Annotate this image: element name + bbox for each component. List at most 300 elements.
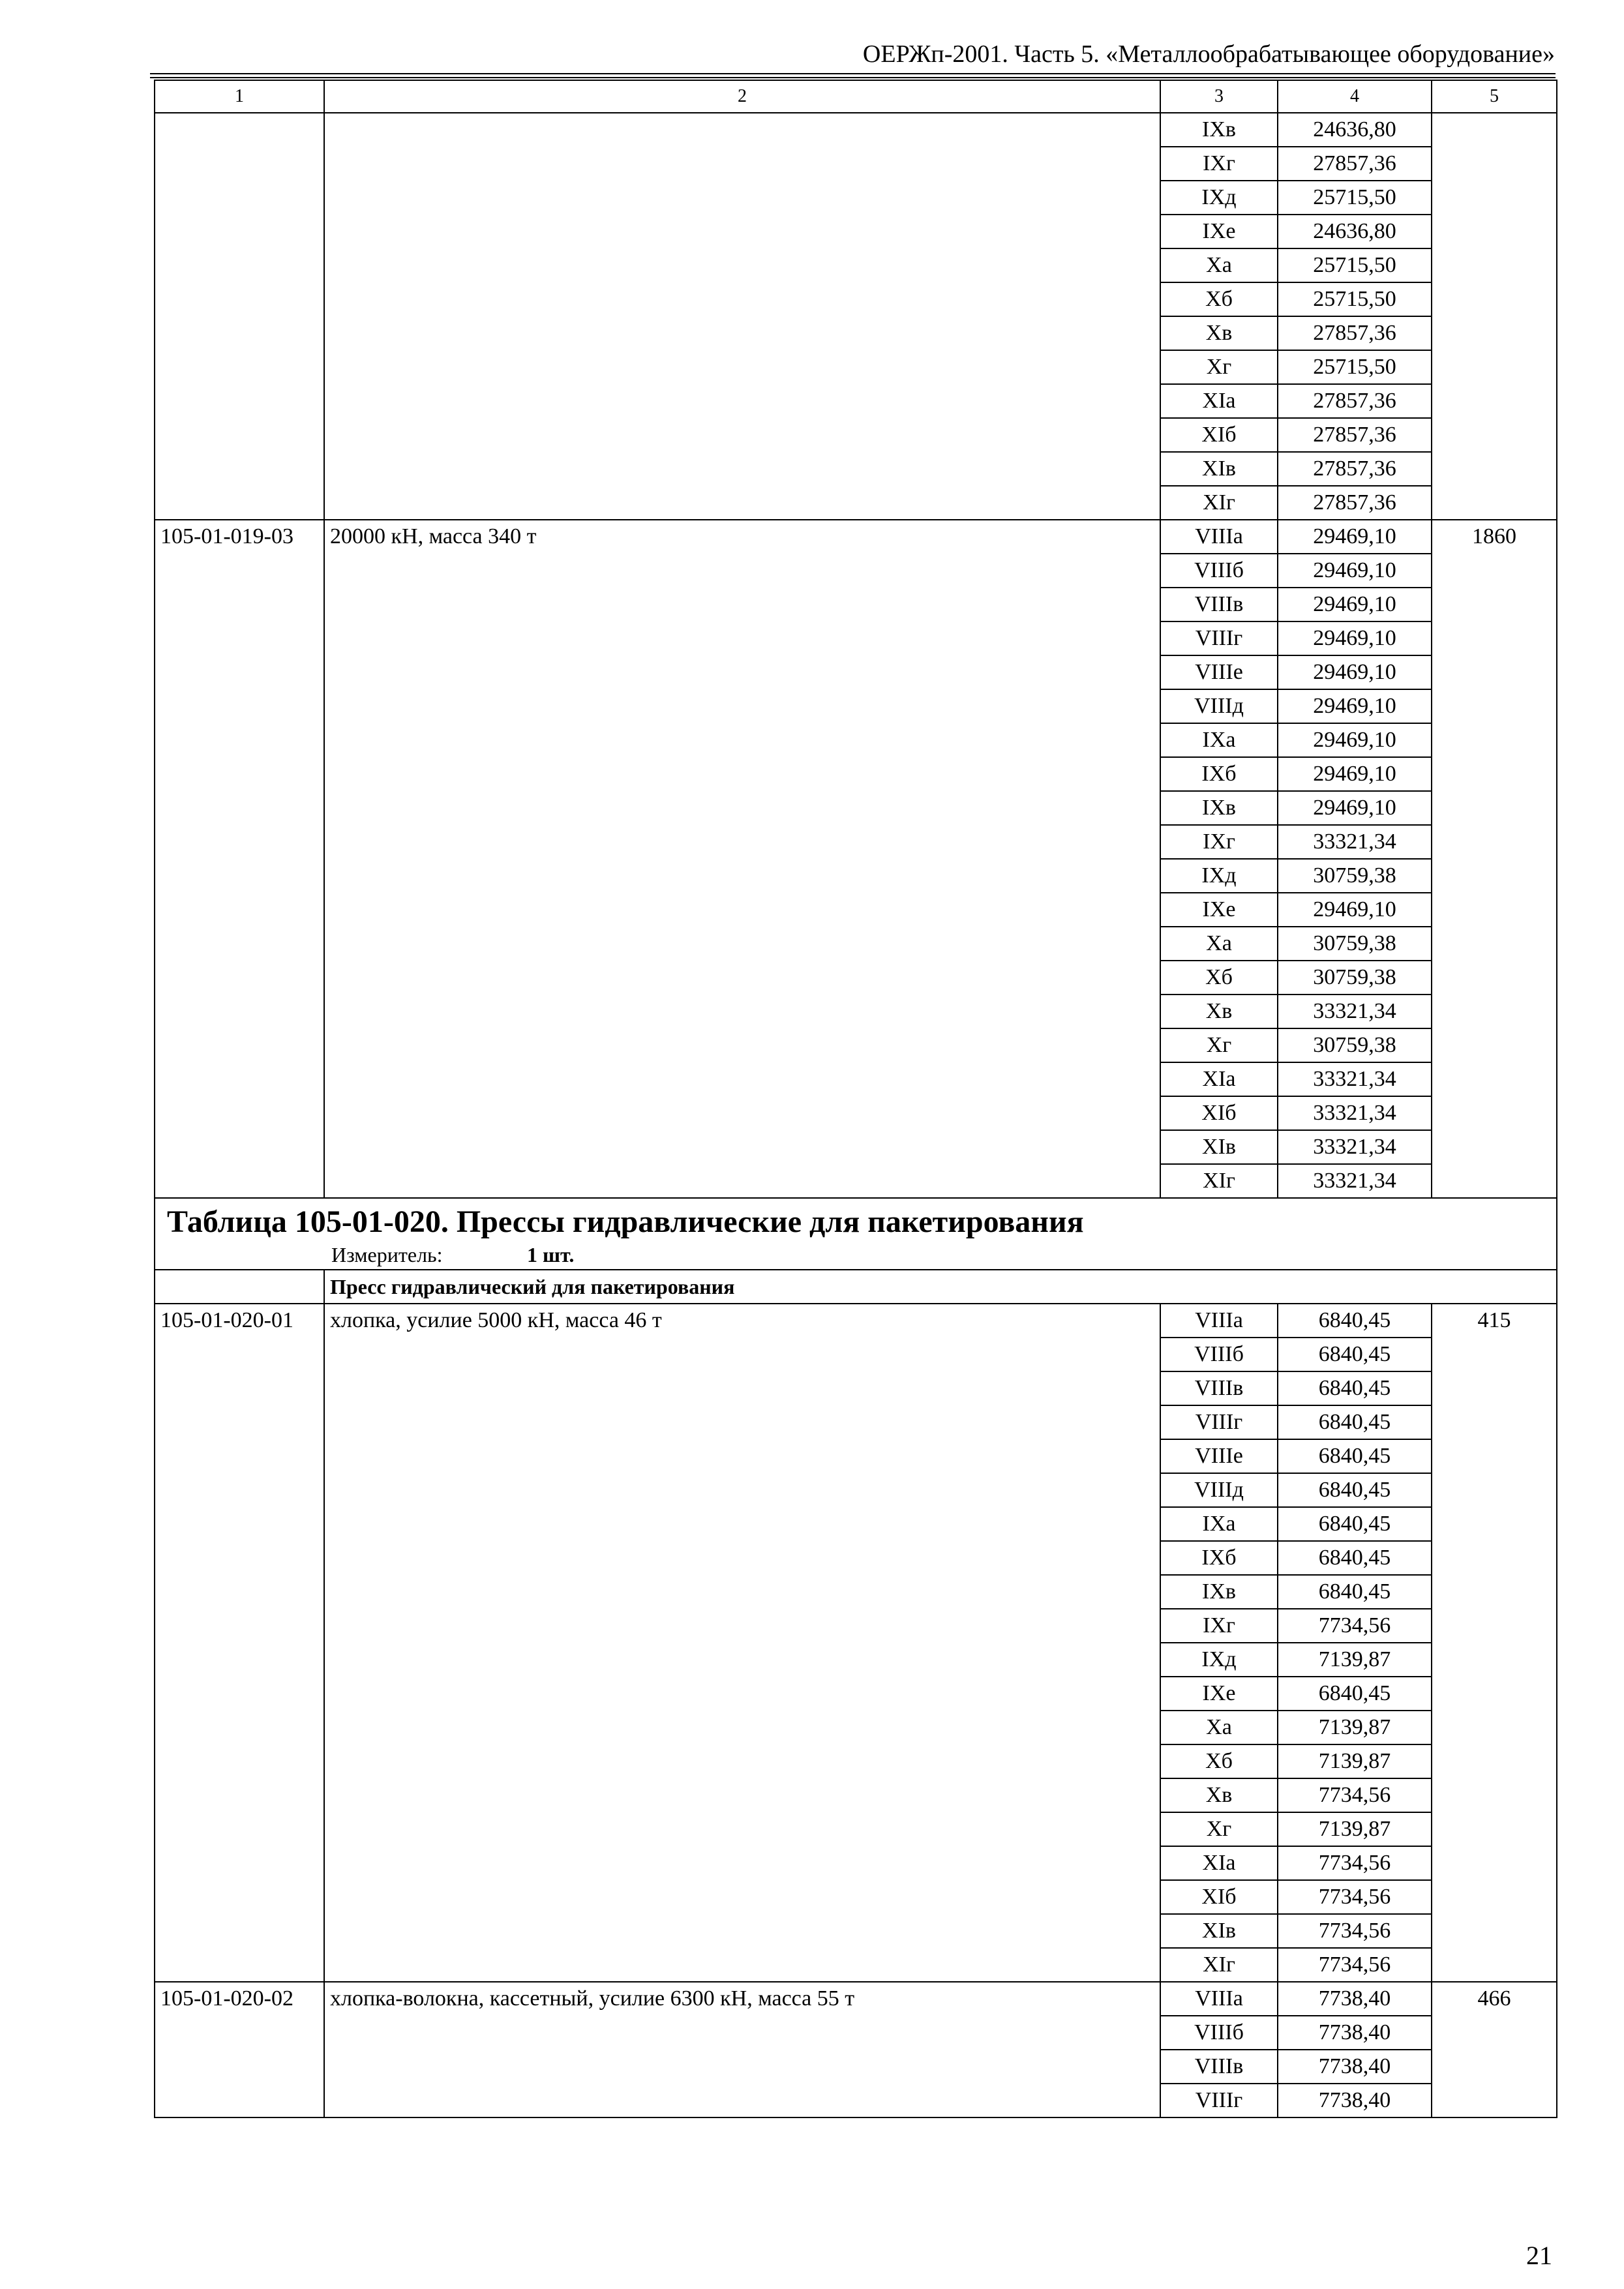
table-row xyxy=(155,113,1557,147)
zone-cell: Xа xyxy=(1160,927,1278,961)
col5-cell xyxy=(1432,452,1557,486)
col5-cell xyxy=(1432,215,1557,248)
group-title: Пресс гидравлический для пакетирования xyxy=(324,1270,1557,1304)
table-row xyxy=(155,689,1557,723)
price-cell: 6840,45 xyxy=(1278,1338,1432,1371)
zone-cell: IXв xyxy=(1160,791,1278,825)
item-code-cell xyxy=(155,147,324,181)
table-row xyxy=(155,248,1557,282)
item-code-cell xyxy=(155,893,324,927)
col5-cell xyxy=(1432,1371,1557,1405)
item-description-cell xyxy=(324,181,1160,215)
price-cell: 6840,45 xyxy=(1278,1507,1432,1541)
zone-cell: VIIIе xyxy=(1160,655,1278,689)
item-description-cell xyxy=(324,1338,1160,1371)
item-description-cell xyxy=(324,588,1160,621)
zone-cell: IXе xyxy=(1160,893,1278,927)
item-description-cell xyxy=(324,316,1160,350)
table-row xyxy=(155,181,1557,215)
table-row xyxy=(155,452,1557,486)
zone-cell: XIг xyxy=(1160,1164,1278,1198)
item-description-cell xyxy=(324,655,1160,689)
item-description-cell xyxy=(324,757,1160,791)
item-description-cell xyxy=(324,1130,1160,1164)
price-cell: 27857,36 xyxy=(1278,418,1432,452)
item-description-cell xyxy=(324,418,1160,452)
zone-cell: VIIIв xyxy=(1160,2050,1278,2084)
zone-cell: IXв xyxy=(1160,1575,1278,1609)
item-code-cell xyxy=(155,1812,324,1846)
zone-cell: IXб xyxy=(1160,1541,1278,1575)
item-description-cell xyxy=(324,1507,1160,1541)
price-cell: 29469,10 xyxy=(1278,621,1432,655)
item-description-cell xyxy=(324,1948,1160,1982)
zone-cell: VIIIд xyxy=(1160,1473,1278,1507)
col5-cell xyxy=(1432,486,1557,520)
col5-cell xyxy=(1432,1846,1557,1880)
item-description-cell xyxy=(324,215,1160,248)
item-code-cell xyxy=(155,1643,324,1677)
header-rule-double xyxy=(150,77,1556,78)
col5-cell xyxy=(1432,418,1557,452)
item-code-cell xyxy=(155,1164,324,1198)
table-row xyxy=(155,995,1557,1028)
table-row xyxy=(155,1338,1557,1371)
zone-cell: XIа xyxy=(1160,384,1278,418)
item-code-cell xyxy=(155,961,324,995)
item-code-cell xyxy=(155,1778,324,1812)
item-description-cell xyxy=(324,384,1160,418)
item-description-cell xyxy=(324,147,1160,181)
item-code-cell xyxy=(155,2084,324,2117)
col5-cell xyxy=(1432,181,1557,215)
item-code-cell xyxy=(155,248,324,282)
column-number: 1 xyxy=(155,80,324,113)
table-row xyxy=(155,757,1557,791)
zone-cell: IXе xyxy=(1160,1677,1278,1711)
item-description-cell xyxy=(324,995,1160,1028)
zone-cell: Xа xyxy=(1160,1711,1278,1744)
price-cell: 7738,40 xyxy=(1278,2084,1432,2117)
price-cell: 25715,50 xyxy=(1278,181,1432,215)
col5-cell xyxy=(1432,1880,1557,1914)
price-cell: 29469,10 xyxy=(1278,520,1432,554)
price-cell: 25715,50 xyxy=(1278,248,1432,282)
table-row xyxy=(155,1028,1557,1062)
price-cell: 27857,36 xyxy=(1278,147,1432,181)
item-description-cell xyxy=(324,1914,1160,1948)
table-row xyxy=(155,1846,1557,1880)
item-description-cell xyxy=(324,350,1160,384)
col5-cell xyxy=(1432,1473,1557,1507)
zone-cell: XIб xyxy=(1160,418,1278,452)
item-code-cell xyxy=(155,1711,324,1744)
col5-cell xyxy=(1432,791,1557,825)
item-description-cell xyxy=(324,1609,1160,1643)
price-cell: 7738,40 xyxy=(1278,1982,1432,2016)
item-code-cell xyxy=(155,486,324,520)
item-code-cell xyxy=(155,384,324,418)
zone-cell: VIIIб xyxy=(1160,2016,1278,2050)
price-cell: 30759,38 xyxy=(1278,859,1432,893)
table-row xyxy=(155,927,1557,961)
item-description-cell xyxy=(324,893,1160,927)
zone-cell: Xг xyxy=(1160,1812,1278,1846)
item-description-cell xyxy=(324,2016,1160,2050)
item-code-cell xyxy=(155,1439,324,1473)
price-cell: 7738,40 xyxy=(1278,2050,1432,2084)
zone-cell: Xв xyxy=(1160,316,1278,350)
col5-cell: 1860 xyxy=(1432,520,1557,554)
col5-cell xyxy=(1432,1338,1557,1371)
price-cell: 7734,56 xyxy=(1278,1778,1432,1812)
item-description-cell xyxy=(324,1164,1160,1198)
item-code-cell xyxy=(155,554,324,588)
table-row xyxy=(155,418,1557,452)
price-cell: 6840,45 xyxy=(1278,1541,1432,1575)
col5-cell xyxy=(1432,384,1557,418)
col5-cell xyxy=(1432,350,1557,384)
item-description-cell xyxy=(324,2050,1160,2084)
zone-cell: VIIIг xyxy=(1160,2084,1278,2117)
table-row xyxy=(155,1914,1557,1948)
table-row xyxy=(155,215,1557,248)
price-cell: 7734,56 xyxy=(1278,1609,1432,1643)
table-row xyxy=(155,1711,1557,1744)
price-cell: 33321,34 xyxy=(1278,1062,1432,1096)
table-row xyxy=(155,655,1557,689)
col5-cell xyxy=(1432,1028,1557,1062)
col5-cell xyxy=(1432,282,1557,316)
price-cell: 7139,87 xyxy=(1278,1744,1432,1778)
col5-cell xyxy=(1432,554,1557,588)
item-description-cell xyxy=(324,621,1160,655)
item-code-cell xyxy=(155,1880,324,1914)
table-row xyxy=(155,282,1557,316)
zone-cell: VIIIа xyxy=(1160,1982,1278,2016)
item-code-cell xyxy=(155,1744,324,1778)
table-row xyxy=(155,1541,1557,1575)
col5-cell xyxy=(1432,1062,1557,1096)
price-table xyxy=(154,80,1557,2118)
item-code-cell xyxy=(155,689,324,723)
zone-cell: VIIIд xyxy=(1160,689,1278,723)
zone-cell: XIв xyxy=(1160,1130,1278,1164)
table-row xyxy=(155,350,1557,384)
price-cell: 25715,50 xyxy=(1278,350,1432,384)
price-cell: 33321,34 xyxy=(1278,1130,1432,1164)
price-cell: 29469,10 xyxy=(1278,893,1432,927)
page-header: ОЕРЖп-2001. Часть 5. «Металлообрабатывающее оборудование» xyxy=(862,40,1555,68)
col5-cell xyxy=(1432,1164,1557,1198)
col5-cell xyxy=(1432,1130,1557,1164)
column-number-row xyxy=(155,80,1557,113)
col5-cell xyxy=(1432,1711,1557,1744)
item-code-cell xyxy=(155,588,324,621)
table-row xyxy=(155,1778,1557,1812)
item-code-cell: 105-01-020-01 xyxy=(155,1304,324,1338)
price-cell: 6840,45 xyxy=(1278,1575,1432,1609)
column-number: 5 xyxy=(1432,80,1557,113)
table-row xyxy=(155,1982,1557,2016)
zone-cell: XIв xyxy=(1160,1914,1278,1948)
table-row xyxy=(155,1880,1557,1914)
zone-cell: VIIIв xyxy=(1160,588,1278,621)
col5-cell xyxy=(1432,1405,1557,1439)
price-cell: 29469,10 xyxy=(1278,554,1432,588)
zone-cell: IXг xyxy=(1160,147,1278,181)
col5-cell xyxy=(1432,723,1557,757)
table-row xyxy=(155,1062,1557,1096)
item-code-cell xyxy=(155,452,324,486)
table-heading-row xyxy=(155,1198,1557,1270)
item-description-cell xyxy=(324,1371,1160,1405)
item-code-cell xyxy=(155,1130,324,1164)
item-description-cell xyxy=(324,961,1160,995)
table-row xyxy=(155,554,1557,588)
table-row xyxy=(155,486,1557,520)
item-description-cell xyxy=(324,486,1160,520)
group-title-blank xyxy=(155,1270,324,1304)
price-cell: 6840,45 xyxy=(1278,1473,1432,1507)
table-row xyxy=(155,1405,1557,1439)
col5-cell xyxy=(1432,1677,1557,1711)
price-cell: 29469,10 xyxy=(1278,689,1432,723)
col5-cell xyxy=(1432,113,1557,147)
item-code-cell xyxy=(155,1028,324,1062)
item-code-cell xyxy=(155,791,324,825)
table-row xyxy=(155,588,1557,621)
item-description-cell xyxy=(324,1062,1160,1096)
unit-value: 1 шт. xyxy=(527,1243,575,1266)
zone-cell: Xб xyxy=(1160,961,1278,995)
price-cell: 27857,36 xyxy=(1278,486,1432,520)
item-code-cell xyxy=(155,1846,324,1880)
table-row xyxy=(155,2050,1557,2084)
col5-cell xyxy=(1432,655,1557,689)
item-description-cell xyxy=(324,1541,1160,1575)
price-cell: 24636,80 xyxy=(1278,215,1432,248)
price-cell: 29469,10 xyxy=(1278,791,1432,825)
col5-cell xyxy=(1432,1914,1557,1948)
item-description-cell xyxy=(324,791,1160,825)
price-cell: 7139,87 xyxy=(1278,1711,1432,1744)
item-description-cell xyxy=(324,927,1160,961)
zone-cell: VIIIа xyxy=(1160,520,1278,554)
zone-cell: VIIIб xyxy=(1160,554,1278,588)
price-cell: 33321,34 xyxy=(1278,1096,1432,1130)
table-row xyxy=(155,1575,1557,1609)
item-description-cell xyxy=(324,825,1160,859)
table-row xyxy=(155,1609,1557,1643)
zone-cell: IXд xyxy=(1160,181,1278,215)
item-description-cell xyxy=(324,1575,1160,1609)
item-code-cell xyxy=(155,1062,324,1096)
item-code-cell xyxy=(155,215,324,248)
item-description-cell xyxy=(324,452,1160,486)
item-code-cell xyxy=(155,1677,324,1711)
item-description-cell xyxy=(324,1643,1160,1677)
zone-cell: IXа xyxy=(1160,1507,1278,1541)
col5-cell xyxy=(1432,248,1557,282)
col5-cell xyxy=(1432,927,1557,961)
column-number: 2 xyxy=(324,80,1160,113)
zone-cell: IXб xyxy=(1160,757,1278,791)
item-code-cell xyxy=(155,1914,324,1948)
item-description-cell xyxy=(324,859,1160,893)
table-row xyxy=(155,384,1557,418)
item-code-cell xyxy=(155,350,324,384)
table-row xyxy=(155,1812,1557,1846)
item-description-cell xyxy=(324,2084,1160,2117)
zone-cell: VIIIа xyxy=(1160,1304,1278,1338)
zone-cell: Xб xyxy=(1160,282,1278,316)
zone-cell: Xг xyxy=(1160,1028,1278,1062)
col5-cell xyxy=(1432,147,1557,181)
item-description-cell xyxy=(324,554,1160,588)
item-code-cell xyxy=(155,113,324,147)
price-cell: 29469,10 xyxy=(1278,655,1432,689)
table-row xyxy=(155,316,1557,350)
col5-cell xyxy=(1432,893,1557,927)
zone-cell: VIIIг xyxy=(1160,1405,1278,1439)
price-cell: 6840,45 xyxy=(1278,1304,1432,1338)
price-cell: 33321,34 xyxy=(1278,825,1432,859)
item-code-cell: 105-01-020-02 xyxy=(155,1982,324,2016)
item-code-cell xyxy=(155,1405,324,1439)
zone-cell: XIа xyxy=(1160,1062,1278,1096)
table-row xyxy=(155,1130,1557,1164)
zone-cell: XIб xyxy=(1160,1096,1278,1130)
item-description-cell xyxy=(324,1473,1160,1507)
price-cell: 30759,38 xyxy=(1278,1028,1432,1062)
table-row xyxy=(155,859,1557,893)
zone-cell: VIIIв xyxy=(1160,1371,1278,1405)
col5-cell xyxy=(1432,859,1557,893)
zone-cell: Xг xyxy=(1160,350,1278,384)
table-row xyxy=(155,1439,1557,1473)
zone-cell: VIIIб xyxy=(1160,1338,1278,1371)
table-row xyxy=(155,723,1557,757)
table-row xyxy=(155,893,1557,927)
zone-cell: Xа xyxy=(1160,248,1278,282)
item-code-cell: 105-01-019-03 xyxy=(155,520,324,554)
item-description-cell xyxy=(324,1711,1160,1744)
col5-cell xyxy=(1432,588,1557,621)
price-cell: 33321,34 xyxy=(1278,1164,1432,1198)
zone-cell: Xв xyxy=(1160,1778,1278,1812)
col5-cell: 415 xyxy=(1432,1304,1557,1338)
item-code-cell xyxy=(155,995,324,1028)
price-cell: 6840,45 xyxy=(1278,1405,1432,1439)
item-description-cell xyxy=(324,689,1160,723)
item-code-cell xyxy=(155,282,324,316)
header-rule xyxy=(150,73,1556,74)
group-title-row xyxy=(155,1270,1557,1304)
table-row xyxy=(155,1164,1557,1198)
unit-label: Измеритель: xyxy=(331,1243,443,1266)
price-cell: 7139,87 xyxy=(1278,1812,1432,1846)
table-row xyxy=(155,520,1557,554)
table-row xyxy=(155,1304,1557,1338)
price-cell: 27857,36 xyxy=(1278,452,1432,486)
zone-cell: XIб xyxy=(1160,1880,1278,1914)
item-code-cell xyxy=(155,621,324,655)
zone-cell: IXд xyxy=(1160,1643,1278,1677)
price-cell: 7734,56 xyxy=(1278,1948,1432,1982)
item-description-cell xyxy=(324,282,1160,316)
table-row xyxy=(155,1371,1557,1405)
price-cell: 30759,38 xyxy=(1278,961,1432,995)
col5-cell xyxy=(1432,2084,1557,2117)
zone-cell: IXв xyxy=(1160,113,1278,147)
price-cell: 33321,34 xyxy=(1278,995,1432,1028)
price-cell: 6840,45 xyxy=(1278,1439,1432,1473)
col5-cell xyxy=(1432,2016,1557,2050)
item-description-cell xyxy=(324,1744,1160,1778)
zone-cell: VIIIе xyxy=(1160,1439,1278,1473)
col5-cell xyxy=(1432,1575,1557,1609)
table-heading xyxy=(155,1198,1557,1270)
col5-cell xyxy=(1432,1096,1557,1130)
item-description-cell xyxy=(324,1778,1160,1812)
item-code-cell xyxy=(155,1096,324,1130)
col5-cell xyxy=(1432,2050,1557,2084)
item-code-cell xyxy=(155,859,324,893)
item-description-cell xyxy=(324,1880,1160,1914)
zone-cell: IXг xyxy=(1160,1609,1278,1643)
col5-cell xyxy=(1432,1948,1557,1982)
item-code-cell xyxy=(155,1338,324,1371)
item-code-cell xyxy=(155,1575,324,1609)
item-description-cell xyxy=(324,1677,1160,1711)
price-cell: 25715,50 xyxy=(1278,282,1432,316)
col5-cell xyxy=(1432,1812,1557,1846)
price-cell: 27857,36 xyxy=(1278,316,1432,350)
column-number: 4 xyxy=(1278,80,1432,113)
table-title: Таблица 105-01-020. Прессы гидравлические для пакетирования xyxy=(167,1204,1084,1239)
col5-cell xyxy=(1432,1439,1557,1473)
price-cell: 7734,56 xyxy=(1278,1914,1432,1948)
item-description-cell xyxy=(324,723,1160,757)
item-description-cell: хлопка, усилие 5000 кН, масса 46 т xyxy=(324,1304,1160,1338)
zone-cell: VIIIг xyxy=(1160,621,1278,655)
item-description-cell xyxy=(324,1096,1160,1130)
item-description-cell xyxy=(324,1812,1160,1846)
item-description-cell xyxy=(324,1846,1160,1880)
col5-cell xyxy=(1432,825,1557,859)
col5-cell xyxy=(1432,689,1557,723)
col5-cell xyxy=(1432,621,1557,655)
item-code-cell xyxy=(155,1507,324,1541)
zone-cell: Xб xyxy=(1160,1744,1278,1778)
column-number: 3 xyxy=(1160,80,1278,113)
item-description-cell: хлопка-волокна, кассетный, усилие 6300 кН, масса 55 т xyxy=(324,1982,1160,2016)
col5-cell xyxy=(1432,1778,1557,1812)
table-row xyxy=(155,961,1557,995)
item-code-cell xyxy=(155,316,324,350)
price-cell: 7734,56 xyxy=(1278,1846,1432,1880)
zone-cell: XIг xyxy=(1160,486,1278,520)
table-row xyxy=(155,2084,1557,2117)
item-code-cell xyxy=(155,418,324,452)
zone-cell: IXе xyxy=(1160,215,1278,248)
table-row xyxy=(155,1677,1557,1711)
item-code-cell xyxy=(155,2016,324,2050)
table-row xyxy=(155,1643,1557,1677)
price-cell: 29469,10 xyxy=(1278,723,1432,757)
price-cell: 6840,45 xyxy=(1278,1371,1432,1405)
